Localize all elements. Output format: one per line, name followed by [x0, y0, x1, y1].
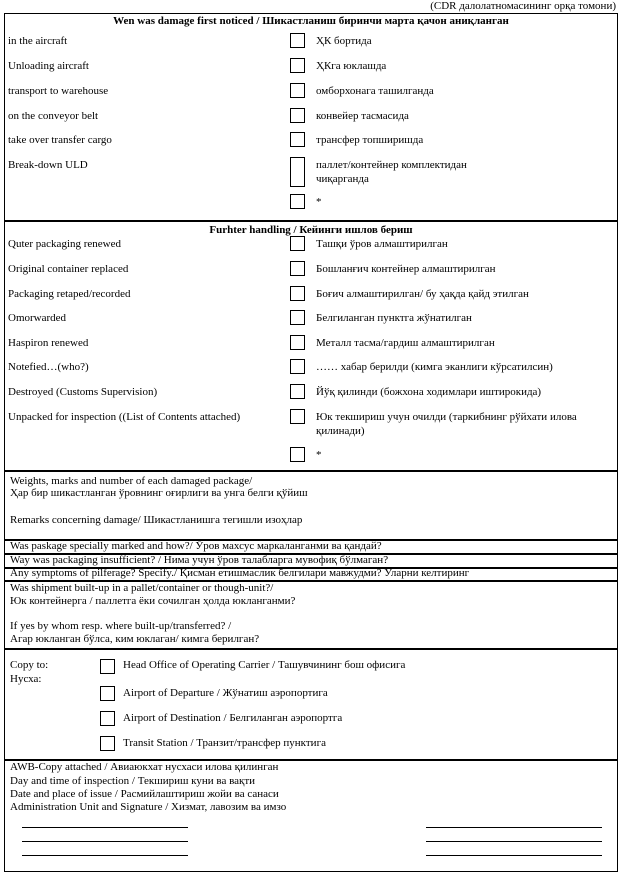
signature-line [22, 827, 188, 828]
checkbox-conveyor-belt[interactable] [290, 108, 305, 123]
option-label-en: Destroyed (Customs Supervision) [8, 386, 158, 398]
checkbox-forwarded[interactable] [290, 310, 305, 325]
checkbox-copy-airport-destination[interactable] [100, 711, 115, 726]
checkbox-notified[interactable] [290, 359, 305, 374]
built-up-by-whom-uz: Агар юкланган бўлса, ким юклаган/ кимга берилган? [10, 633, 260, 645]
checkbox-transfer-cargo[interactable] [290, 132, 305, 147]
issue-date-place: Date and place of issue / Расмийлаштириш жойи ва санаси [10, 788, 279, 800]
remarks-damage-label: Remarks concerning damage/ Шикастланишга тегишли изоҳлар [10, 514, 303, 526]
further-handling-section [4, 221, 618, 471]
option-label-en: Unpacked for inspection ((List of Contents attached) [8, 411, 241, 423]
signature-line [426, 827, 602, 828]
option-label-uz: Боғич алмаштирилган/ бу ҳақда қайд этилган [316, 288, 529, 300]
option-label-uz: Юк текшириш учун очилди (таркибнинг рўйхати илова [316, 411, 577, 423]
option-label-en: take over transfer cargo [8, 134, 112, 146]
option-label-uz: Белгиланган пунктга жўнатилган [316, 312, 472, 324]
checkbox-unloading-aircraft[interactable] [290, 58, 305, 73]
option-label-uz: Металл тасма/гардиш алмаштирилган [316, 337, 495, 349]
checkbox-in-aircraft[interactable] [290, 33, 305, 48]
signature-line [22, 841, 188, 842]
form-reverse-side-note: (CDR далолатномасининг орқа томони) [430, 0, 616, 12]
checkbox-packaging-retaped[interactable] [290, 286, 305, 301]
copy-option-airport-destination: Airport of Destination / Белгиланган аэропортга [123, 712, 343, 724]
checkbox-copy-head-office[interactable] [100, 659, 115, 674]
copy-option-airport-departure: Airport of Departure / Жўнатиш аэропортига [123, 687, 328, 699]
option-label-en: Notefied…(who?) [8, 361, 89, 373]
copy-option-transit-station: Transit Station / Транзит/трансфер пунктига [123, 737, 326, 749]
administration-signature: Administration Unit and Signature / Хизмат, лавозим ва имзо [10, 801, 287, 813]
option-label-en: in the aircraft [8, 35, 68, 47]
signature-line [426, 841, 602, 842]
checkbox-break-down-uld[interactable] [290, 157, 305, 187]
copy-option-head-office: Head Office of Operating Carrier / Ташувчининг бош офисига [123, 659, 406, 671]
checkbox-container-replaced[interactable] [290, 261, 305, 276]
option-label-uz: трансфер топширишда [316, 134, 424, 146]
option-label-en: Unloading aircraft [8, 60, 89, 72]
checkbox-transport-warehouse[interactable] [290, 83, 305, 98]
option-label-en: Break-down ULD [8, 159, 88, 171]
copy-to-label-uz: Нусха: [10, 673, 42, 685]
option-label-uz: ҲКга юклашда [316, 60, 387, 72]
weights-marks-label-uz: Ҳар бир шикастланган ўровнинг оғирлиги ва унга белги қўйиш [10, 487, 308, 499]
section-title-damage-noticed: Wen was damage first noticed / Шикастланиш биринчи марта қачон аниқланган [113, 15, 509, 27]
checkbox-destroyed[interactable] [290, 384, 305, 399]
built-up-question-en: Was shipment built-up in a pallet/container or though-unit?/ [10, 582, 274, 594]
signature-line [426, 855, 602, 856]
checkbox-other-handling[interactable] [290, 447, 305, 462]
option-label-uz: …… хабар берилди (кимга эканлиги кўрсатилсин) [316, 361, 553, 373]
checkbox-copy-transit-station[interactable] [100, 736, 115, 751]
option-label-uz: Бошланғич контейнер алмаштирилган [316, 263, 496, 275]
checkbox-other[interactable] [290, 194, 305, 209]
option-label-uz: паллет/контейнер комплектидан [316, 159, 467, 171]
option-label-uz: Ташқи ўров алмаштирилган [316, 238, 448, 250]
option-label-uz: ҲК бортида [316, 35, 372, 47]
question-packaging-insufficient: Way was packaging insufficient? / Нима учун ўров талабларга мувофиқ бўлмаган? [10, 554, 389, 566]
option-label-en: transport to warehouse [8, 85, 109, 97]
option-label-en: on the conveyor belt [8, 110, 99, 122]
other-marker: * [316, 196, 322, 208]
inspection-day-time: Day and time of inspection / Текшириш куни ва вақти [10, 775, 256, 787]
section-title-further-handling: Furhter handling / Кейинги ишлов бериш [209, 224, 413, 236]
option-label-en: Original container replaced [8, 263, 129, 275]
checkbox-haspiron-renewed[interactable] [290, 335, 305, 350]
option-label-en: Quter packaging renewed [8, 238, 122, 250]
built-up-question-uz: Юк контейнерга / паллетга ёки сочилган ҳолда юкланганми? [10, 595, 296, 607]
checkbox-copy-airport-departure[interactable] [100, 686, 115, 701]
question-pilferage: Any symptoms of pilferage? Specify./ Қисман етишмаслик белгилари мавжудми? Уларни келтиринг [10, 567, 470, 579]
option-label-en: Omorwarded [8, 312, 67, 324]
checkbox-unpacked-inspection[interactable] [290, 409, 305, 424]
option-label-uz-cont: қилинади) [316, 425, 365, 437]
option-label-uz: Йўқ қилинди (божхона ходимлари иштирокида) [316, 386, 542, 398]
option-label-en: Haspiron renewed [8, 337, 89, 349]
built-up-by-whom-en: If yes by whom resp. where built-up/transferred? / [10, 620, 232, 632]
signature-line [22, 855, 188, 856]
copy-to-label: Copy to: [10, 659, 49, 671]
weights-marks-label-en: Weights, marks and number of each damaged package/ [10, 475, 253, 487]
other-marker: * [316, 449, 322, 461]
option-label-uz-cont: чиқарганда [316, 173, 369, 185]
awb-copy-attached: AWB-Copy attached / Авиаюкхат нусхаси илова қилинган [10, 761, 279, 773]
option-label-uz: омборхонага ташилганда [316, 85, 434, 97]
option-label-uz: конвейер тасмасида [316, 110, 409, 122]
checkbox-outer-packaging-renewed[interactable] [290, 236, 305, 251]
option-label-en: Packaging retaped/recorded [8, 288, 131, 300]
question-specially-marked: Was paskage specially marked and how?/ Ўров махсус маркаланганми ва қандай? [10, 540, 382, 552]
